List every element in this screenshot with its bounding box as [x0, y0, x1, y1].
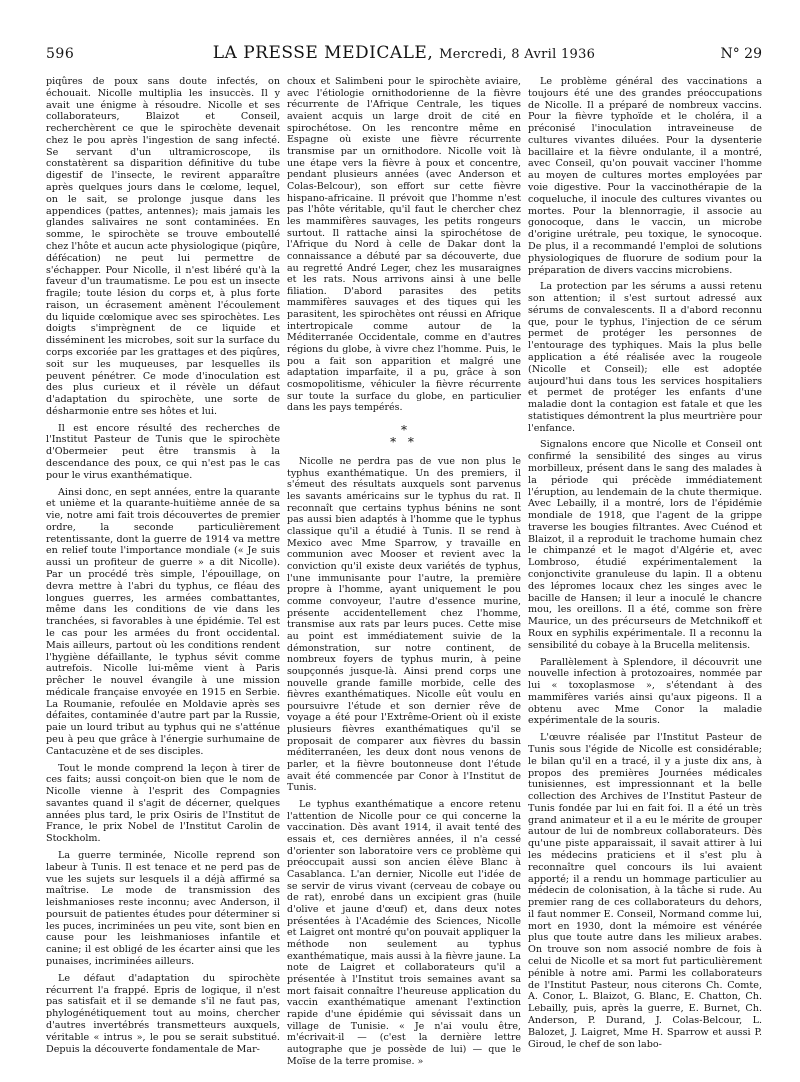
- paragraph: Nicolle ne perdra pas de vue non plus le typhus exanthématique. Un des premiers, il s'émeut des résultats auxquels sont parvenus les savants américains sur le typhus du rat. Il reconnaît que certains typhus bénins ne sont pas aussi bien adaptés à l'homme que le typhus classique qu'il a étudié à Tunis. Il se rend à Mexico avec Mme Sparrow, y travaille en communion avec Mooser et revient avec la conviction qu'il existe deux variétés de typhus, l'une immunisante pour l'autre, la première propre à l'homme, ayant uniquement le pou comme convoyeur, l'autre d'essence murine, présente accidentellement chez l'homme, transmise aux rats par leurs puces. Cette mise au point est immédiatement suivie de la démonstration, sur notre continent, de nombreux foyers de typhus murin, à peine soupçonnés jusque-là. Ainsi prend corps une nouvelle grande famille morbide, celle des fièvres exanthématiques. Nicolle eût voulu en poursuivre l'étude et son dernier rêve de voyage a été pour l'Extrême-Orient où il existe plusieurs fièvres exanthématiques qu'il se proposait de comparer aux fièvres du bassin méditerranéen, les deux dont nous venons de parler, et la fièvre boutonneuse dont l'étude avait été commencée par Conor à l'Institut de Tunis.: [287, 456, 521, 794]
- paragraph: Le défaut d'adaptation du spirochète récurrent l'a frappé. Epris de logique, il n'est pas satisfait et il se demande s'il ne faut pas, phylogénétiquement tout au moins, chercher d'autres invertébrés transmetteurs auxquels, véritable « intrus », le pou se serait substitué. Depuis la découverte fondamentale de Mar-: [46, 972, 280, 1055]
- paragraph: choux et Salimbeni pour le spirochète aviaire, avec l'étiologie ornithodorienne de la fièvre récurrente de l'Afrique Centrale, les tiques avaient acquis un large droit de cité en spirochétose. On les rencontre même en Espagne où existe une fièvre récurrente transmise par un ornithodore. Nicolle voit là une étape vers la fièvre à poux et concentre, pendant plusieurs années (avec Anderson et Colas-Belcour), son effort sur cette fièvre hispano-africaine. Il prévoit que l'homme n'est pas l'hôte véritable, qu'il faut le chercher chez les mammifères sauvages, les petits rongeurs surtout. Il rattache ainsi la spirochétose de l'Afrique du Nord à celle de Dakar dont la connaissance a débuté par sa découverte, due au regretté André Leger, chez les musaraignes et les rats. Nous arrivons ainsi à une belle filiation. D'abord parasites des petits mammifères sauvages et des tiques qui les parasitent, les spirochètes ont réussi en Afrique intertropicale comme autour de la Méditerranée Occidentale, comme en d'autres régions du globe, à vivre chez l'homme. Puis, le pou a fait son apparition et malgré une adaptation imparfaite, il a pu, grâce à son cosmopolitisme, véhiculer la fièvre récurrente sur toute la surface du globe, en particulier dans les pays tempérés.: [287, 76, 521, 414]
- paragraph: L'œuvre réalisée par l'Institut Pasteur de Tunis sous l'égide de Nicolle est considérable; le bilan qu'il en a tracé, il y a juste dix ans, à propos des premières Journées médicales tunisiennes, est impressionnant et la belle collection des Archives de l'Institut Pasteur de Tunis fondée par lui en fait foi. Il a été un très grand animateur et il a eu le mérite de grouper autour de lui de nombreux collaborateurs. Dès qu'une piste apparaissait, il savait attirer à lui les médecins praticiens et il s'est plu à reconnaître quel concours ils lui avaient apporté; il a rendu un hommage particulier au médecin de colonisation, à la tâche si rude. Au premier rang de ces collaborateurs du dehors, il faut nommer E. Conseil, Normand comme lui, mort en 1930, dont la mémoire est vénérée plus que toute autre dans les milieux arabes. On trouve son nom associé nombre de fois à celui de Nicolle et sa mort fut particulièrement pénible à notre ami. Parmi les collaborateurs de l'Institut Pasteur, nous citerons Ch. Comte, A. Conor, L. Blaizot, G. Blanc, E. Chatton, Ch. Lebailly, puis, après la guerre, E. Burnet, Ch. Anderson, P. Durand, J. Colas-Belcour, L. Balozet, J. Laigret, Mme H. Sparrow et aussi P. Giroud, le chef de son labo-: [528, 732, 762, 1050]
- issue-date: Mercredi, 8 Avril 1936: [439, 47, 596, 62]
- journal-title: LA PRESSE MEDICALE,: [212, 43, 434, 63]
- issue-number: N° 29: [720, 46, 762, 62]
- paragraph: Tout le monde comprend la leçon à tirer de ces faits; aussi conçoit-on bien que le nom de Nicolle vienne à l'esprit des Compagnies savantes quand il s'agit de décerner, quelques années plus tard, le prix Osiris de l'Institut de France, le prix Nobel de l'Institut Carolin de Stockholm.: [46, 762, 280, 845]
- column-3: [528, 76, 762, 1050]
- paragraph: Le typhus exanthématique a encore retenu l'attention de Nicolle pour ce qui concerne la vaccination. Dès avant 1914, il avait tenté des essais et, ces dernières années, il n'a cessé d'orienter son laboratoire vers ce problème qui préoccupait aussi son ancien élève Blanc à Casablanca. L'an dernier, Nicolle eut l'idée de se servir de virus vivant (cerveau de cobaye ou de rat), enrobé dans un excipient gras (huile d'olive et jaune d'œuf) et, dans deux notes présentées à l'Académie des Sciences, Nicolle et Laigret ont montré qu'on pouvait appliquer la méthode non seulement au typhus exanthématique, mais aussi à la fièvre jaune. La note de Laigret et collaborateurs qu'il a présentée à l'Institut trois semaines avant sa mort faisait connaître l'heureuse application du vaccin exanthématique amenant l'extinction rapide d'une épidémie qui sévissait dans un village de Tunisie. « Je n'ai voulu être, m'écrivait-il — (c'est la dernière lettre autographe que je possède de lui) — que le Moïse de la terre promise. »: [287, 799, 521, 1067]
- page-number: 596: [46, 46, 75, 62]
- paragraph: La protection par les sérums a aussi retenu son attention; il s'est surtout adressé aux sérums de convalescents. Il a d'abord reconnu que, pour le typhus, l'injection de ce sérum permet de protéger les personnes de l'entourage des typhiques. Mais la plus belle application a été réalisée avec la rougeole (Nicolle et Conseil); elle est adoptée aujourd'hui dans tous les services hospitaliers et permet de protéger les enfants d'une maladie dont la contagion est fatale et que les statistiques démontrent la plus meurtrière pour l'enfance.: [528, 281, 762, 434]
- page-header: [46, 43, 762, 67]
- paragraph: Il est encore résulté des recherches de l'Institut Pasteur de Tunis que le spirochète d'Obermeier peut être transmis à la descendance des poux, ce qui n'est pas le cas pour le virus exanthématique.: [46, 422, 280, 481]
- separator-asterisks-bottom: * *: [390, 435, 418, 450]
- column-2: [287, 76, 521, 1067]
- paragraph: Signalons encore que Nicolle et Conseil ont confirmé la sensibilité des singes au virus morbilleux, présent dans le sang des malades à la période qui précède immédiatement l'éruption, au lendemain de la chute thermique. Avec Lebailly, il a montré, lors de l'épidémie mondiale de 1918, que l'agent de la grippe traverse les bougies filtrantes. Avec Cuénod et Blaizot, il a reproduit le trachome humain chez le chimpanzé et le magot d'Algérie et, avec Lombroso, étudié expérimentalement la conjonctivite granuleuse du lapin. Il a obtenu des lépromes locaux chez les singes avec le bacille de Hansen; il leur a inoculé le chancre mou, les oreillons. Il a été, comme son frère Maurice, un des précurseurs de Metchnikoff et Roux en syphilis expérimentale. Il a reconnu la sensibilité du cobaye à la Brucella melitensis.: [528, 439, 762, 651]
- section-separator: [287, 424, 521, 448]
- paragraph: Ainsi donc, en sept années, entre la quarante et unième et la quarante-huitième année de sa vie, notre ami fait trois découvertes de premier ordre, la seconde particulièrement retentissante, dont la guerre de 1914 va mettre en relief toute l'importance mondiale (« Je suis aussi un profiteur de guerre » a dit Nicolle). Par un procédé très simple, l'épouillage, on devra mettre à l'abri du typhus, ce fléau des longues guerres, les armées combattantes, même dans les conditions de vie dans les tranchées, si favorables à une épidémie. Tel est le cas pour les armées du front occidental. Mais ailleurs, partout où les conditions rendent l'hygiène défaillante, le typhus sévit comme autrefois. Nicolle lui-même vient à Paris prêcher le nouvel évangile à une mission médicale française envoyée en 1915 en Serbie. La Roumanie, refoulée en Moldavie après ses défaites, contaminée d'autre part par la Russie, paie un lourd tribut au typhus qui ne s'atténue peu à peu que grâce à l'énergie surhumaine de Cantacuzène et de ses disciples.: [46, 486, 280, 757]
- running-title: [106, 43, 702, 63]
- paragraph: Parallèlement à Splendore, il découvrit une nouvelle infection à protozoaires, nommée par lui « toxoplasmose », s'étendant à des mammifères variés ainsi qu'aux pigeons. Il a obtenu avec Mme Conor la maladie expérimentale de la souris.: [528, 656, 762, 727]
- separator-asterisk-top: *: [401, 423, 407, 438]
- paragraph: La guerre terminée, Nicolle reprend son labeur à Tunis. Il est tenace et ne perd pas de vue les sujets sur lesquels il a déjà affirmé sa maîtrise. Le mode de transmission des leishmanioses reste inconnu; avec Anderson, il poursuit de patientes études pour déterminer si les puces, incriminées un peu vite, sont bien en cause pour les leishmanioses infantile et canine; il est obligé de les écarter ainsi que les punaises, incriminées ailleurs.: [46, 850, 280, 968]
- paragraph: Le problème général des vaccinations a toujours été une des grandes préoccupations de Nicolle. Il a préparé de nombreux vaccins. Pour la fièvre typhoïde et le choléra, il a préconisé l'inoculation intraveineuse de cultures vivantes diluées. Pour la dysenterie bacillaire et la fièvre ondulante, il a montré, avec Conseil, qu'on pouvait vacciner l'homme au moyen de cultures mortes employées par voie digestive. Pour la vaccinothérapie de la coqueluche, il inocule des cultures vivantes ou mortes. Pour la blennorragie, il associe au gonocoque, dans le vaccin, un microbe d'origine urétrale, peu toxique, le synocoque. De plus, il a recommandé l'emploi de solutions physiologiques de fluorure de sodium pour la préparation de divers vaccins microbiens.: [528, 76, 762, 276]
- column-1: [46, 76, 280, 1055]
- paragraph: piqûres de poux sans doute infectés, on échouait. Nicolle multiplia les insuccès. Il y avait une énigme à résoudre. Nicolle et ses collaborateurs, Blaizot et Conseil, recherchèrent ce que le spirochète devenait chez le pou après l'ingestion de sang infecté. Se servant d'un ultramicroscope, ils constatèrent sa disparition définitive du tube digestif de l'insecte, le revirent apparaître après quelques jours dans le cœlome, lequel, on le sait, se prolonge jusque dans les appendices (pattes, antennes); mais jamais les glandes salivaires ne sont contaminées. En somme, le spirochète se trouve emboutellé chez l'hôte et aucun acte physiologique (piqûre, défécation) ne peut lui permettre de s'échapper. Pour Nicolle, il n'est libéré qu'à la faveur d'un traumatisme. Le pou est un insecte fragile; toute lésion du corps et, à plus forte raison, un écrasement amènent l'écoulement du liquide cœlomique avec ses spirochètes. Les doigts s'imprègnent de ce liquide et disséminent les microbes, soit sur la surface du corps excoriée par les grattages et des piqûres, soit sur les muqueuses, par lesquelles ils peuvent pénétrer. Ce mode d'inoculation est des plus curieux et il révèle un défaut d'adaptation du spirochète, une sorte de désharmonie entre ses hôtes et lui.: [46, 76, 280, 417]
